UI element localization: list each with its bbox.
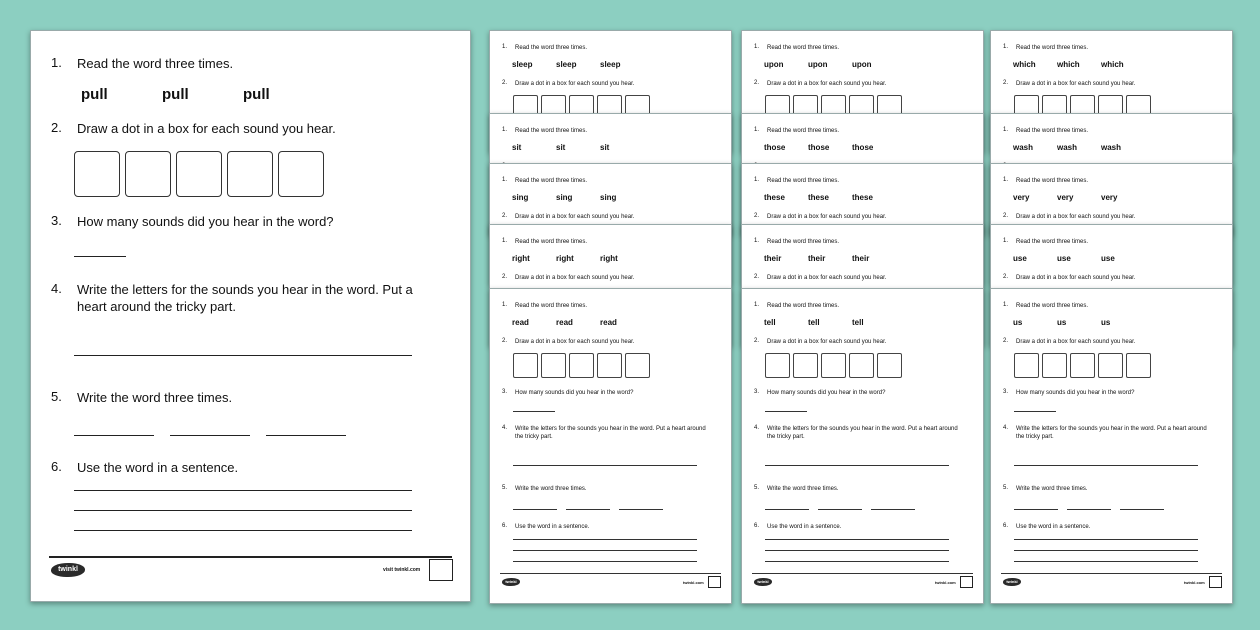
q4-number: 4. (51, 281, 62, 296)
q2-number: 2. (1003, 274, 1009, 280)
q6-number: 6. (502, 523, 508, 529)
q5-number: 5. (51, 389, 62, 404)
answer-line[interactable] (765, 465, 949, 466)
answer-line[interactable] (513, 539, 697, 540)
answer-line[interactable] (1014, 539, 1198, 540)
q2-text: Draw a dot in a box for each sound you hear. (77, 121, 336, 136)
q1-number: 1. (51, 55, 62, 70)
footer-url: visit twinkl.com (383, 567, 421, 573)
word: sing (556, 193, 573, 202)
answer-line[interactable] (513, 550, 697, 551)
footer-url: twinkl.com (935, 580, 956, 585)
q3-number: 3. (502, 389, 508, 395)
word: sing (600, 193, 617, 202)
q1-text: Read the word three times. (1016, 45, 1089, 51)
q6-number: 6. (1003, 523, 1009, 529)
word: very (1101, 193, 1118, 202)
q1-number: 1. (1003, 302, 1009, 308)
answer-line[interactable] (1067, 509, 1111, 510)
word: their (764, 254, 782, 263)
q5-text: Write the word three times. (1016, 486, 1088, 492)
q1-number: 1. (502, 238, 508, 244)
sound-box[interactable] (793, 353, 818, 378)
sound-box[interactable] (1042, 353, 1067, 378)
word: use (1013, 254, 1027, 263)
q4-text: Write the letters for the sounds you hear in the word. Put a heart around the tricky part. (515, 426, 706, 440)
sound-box[interactable] (74, 151, 120, 197)
q2-text: Draw a dot in a box for each sound you hear. (1016, 339, 1136, 345)
q4-number: 4. (502, 425, 508, 431)
answer-line[interactable] (765, 539, 949, 540)
word: sit (600, 143, 610, 152)
q2-number: 2. (502, 274, 508, 280)
sound-box[interactable] (541, 353, 566, 378)
answer-line[interactable] (871, 509, 915, 510)
word: upon (808, 60, 828, 69)
word: tell (764, 318, 776, 327)
word: wash (1057, 143, 1078, 152)
q2-text: Draw a dot in a box for each sound you hear. (515, 275, 635, 281)
answer-line[interactable] (619, 509, 663, 510)
q5-text: Write the word three times. (515, 486, 587, 492)
q2-text: Draw a dot in a box for each sound you hear. (515, 214, 635, 220)
answer-line[interactable] (513, 561, 697, 562)
word: us (1057, 318, 1067, 327)
q1-text: Read the word three times. (1016, 128, 1089, 134)
worksheet-main (30, 30, 471, 602)
q6-text: Use the word in a sentence. (515, 524, 590, 530)
sound-box[interactable] (1070, 353, 1095, 378)
q1-number: 1. (754, 177, 760, 183)
q1-text: Read the word three times. (767, 303, 840, 309)
footer-stamp-icon (1209, 576, 1222, 588)
word: right (556, 254, 574, 263)
footer-divider (500, 573, 721, 574)
q3-text: How many sounds did you hear in the word? (767, 390, 886, 396)
q1-text: Read the word three times. (515, 45, 588, 51)
twinkl-logo: twinkl (51, 563, 85, 577)
q2-text: Draw a dot in a box for each sound you hear. (515, 81, 635, 87)
word: those (852, 143, 874, 152)
q1-number: 1. (1003, 44, 1009, 50)
footer-stamp-icon (429, 559, 453, 581)
q4-number: 4. (1003, 425, 1009, 431)
q2-text: Draw a dot in a box for each sound you hear. (1016, 275, 1136, 281)
q2-text: Draw a dot in a box for each sound you hear. (767, 275, 887, 281)
answer-line[interactable] (566, 509, 610, 510)
q1-number: 1. (502, 177, 508, 183)
q2-number: 2. (1003, 338, 1009, 344)
sound-box[interactable] (765, 353, 790, 378)
word: these (852, 193, 873, 202)
answer-line[interactable] (513, 411, 555, 412)
answer-line[interactable] (513, 465, 697, 466)
q3-text: How many sounds did you hear in the word? (1016, 390, 1135, 396)
word-3: pull (243, 86, 270, 103)
q2-text: Draw a dot in a box for each sound you hear. (767, 81, 887, 87)
sound-box[interactable] (877, 353, 902, 378)
sound-box[interactable] (821, 353, 846, 378)
word: use (1101, 254, 1115, 263)
q2-text: Draw a dot in a box for each sound you hear. (1016, 214, 1136, 220)
sound-box[interactable] (849, 353, 874, 378)
q5-number: 5. (1003, 485, 1009, 491)
q1-number: 1. (754, 44, 760, 50)
q5-number: 5. (502, 485, 508, 491)
answer-line[interactable] (765, 550, 949, 551)
word: read (512, 318, 529, 327)
word: those (808, 143, 830, 152)
q2-text: Draw a dot in a box for each sound you hear. (767, 214, 887, 220)
word: sleep (600, 60, 621, 69)
word: which (1013, 60, 1036, 69)
word: these (808, 193, 829, 202)
q1-number: 1. (754, 127, 760, 133)
q6-text: Use the word in a sentence. (767, 524, 842, 530)
footer-stamp-icon (960, 576, 973, 588)
q1-text: Read the word three times. (515, 239, 588, 245)
word: upon (764, 60, 784, 69)
q1-number: 1. (1003, 127, 1009, 133)
answer-line[interactable] (74, 530, 412, 531)
answer-line[interactable] (266, 435, 346, 436)
footer-divider (1001, 573, 1222, 574)
sound-box[interactable] (625, 353, 650, 378)
word: right (512, 254, 530, 263)
q5-number: 5. (754, 485, 760, 491)
q6-number: 6. (51, 459, 62, 474)
answer-line[interactable] (74, 510, 412, 511)
q1-text: Read the word three times. (767, 239, 840, 245)
word: sit (512, 143, 522, 152)
q4-text: Write the letters for the sounds you hear in the word. Put a heart around the tricky part. (77, 282, 413, 314)
footer-url: twinkl.com (1184, 580, 1205, 585)
q6-text: Use the word in a sentence. (1016, 524, 1091, 530)
q1-number: 1. (754, 238, 760, 244)
worksheet-small (990, 288, 1233, 604)
answer-line[interactable] (170, 435, 250, 436)
q3-text: How many sounds did you hear in the word? (515, 390, 634, 396)
q1-text: Read the word three times. (515, 303, 588, 309)
word: use (1057, 254, 1071, 263)
sound-box[interactable] (569, 353, 594, 378)
q2-number: 2. (1003, 213, 1009, 219)
answer-line[interactable] (818, 509, 862, 510)
sound-box[interactable] (278, 151, 324, 197)
sound-box[interactable] (1126, 353, 1151, 378)
q1-text: Read the word three times. (1016, 178, 1089, 184)
q3-text: How many sounds did you hear in the word? (77, 214, 334, 229)
q2-number: 2. (51, 120, 62, 135)
q5-text: Write the word three times. (77, 390, 233, 405)
q1-text: Read the word three times. (77, 56, 234, 71)
q2-number: 2. (502, 213, 508, 219)
q1-text: Read the word three times. (515, 128, 588, 134)
word: which (1101, 60, 1124, 69)
worksheet-small (489, 288, 732, 604)
q3-number: 3. (51, 213, 62, 228)
answer-line[interactable] (1014, 411, 1056, 412)
twinkl-logo: twinkl (754, 578, 772, 586)
q5-text: Write the word three times. (767, 486, 839, 492)
sound-box[interactable] (227, 151, 273, 197)
word: sing (512, 193, 529, 202)
q2-number: 2. (502, 338, 508, 344)
q2-number: 2. (754, 213, 760, 219)
word: their (808, 254, 826, 263)
answer-line[interactable] (765, 561, 949, 562)
answer-line[interactable] (765, 411, 807, 412)
q2-number: 2. (1003, 80, 1009, 86)
q2-text: Draw a dot in a box for each sound you hear. (767, 339, 887, 345)
q1-number: 1. (1003, 177, 1009, 183)
answer-line[interactable] (74, 490, 412, 491)
answer-line[interactable] (765, 509, 809, 510)
word: which (1057, 60, 1080, 69)
word: these (764, 193, 785, 202)
footer-stamp-icon (708, 576, 721, 588)
word: very (1057, 193, 1074, 202)
q1-text: Read the word three times. (1016, 239, 1089, 245)
q1-number: 1. (502, 302, 508, 308)
answer-line[interactable] (74, 355, 412, 356)
answer-line[interactable] (513, 509, 557, 510)
q2-number: 2. (754, 274, 760, 280)
worksheet-small (741, 288, 984, 604)
q6-text: Use the word in a sentence. (77, 460, 239, 475)
word: us (1013, 318, 1023, 327)
word: right (600, 254, 618, 263)
answer-line[interactable] (1014, 509, 1058, 510)
word: their (852, 254, 870, 263)
word-1: pull (81, 86, 108, 103)
twinkl-logo: twinkl (502, 578, 520, 586)
word: sit (556, 143, 566, 152)
q3-number: 3. (1003, 389, 1009, 395)
q2-number: 2. (502, 80, 508, 86)
sound-box[interactable] (176, 151, 222, 197)
q3-number: 3. (754, 389, 760, 395)
q6-number: 6. (754, 523, 760, 529)
word-2: pull (162, 86, 189, 103)
q2-number: 2. (754, 80, 760, 86)
answer-line[interactable] (1014, 561, 1198, 562)
sound-box[interactable] (1014, 353, 1039, 378)
answer-line[interactable] (1014, 550, 1198, 551)
q1-number: 1. (1003, 238, 1009, 244)
word: tell (808, 318, 820, 327)
sound-box[interactable] (597, 353, 622, 378)
q1-text: Read the word three times. (767, 178, 840, 184)
answer-line[interactable] (1014, 465, 1198, 466)
footer-divider (752, 573, 973, 574)
word: very (1013, 193, 1030, 202)
word: upon (852, 60, 872, 69)
sound-box[interactable] (125, 151, 171, 197)
word: us (1101, 318, 1111, 327)
q1-text: Read the word three times. (515, 178, 588, 184)
answer-line[interactable] (74, 256, 126, 257)
q1-number: 1. (502, 127, 508, 133)
word: read (600, 318, 617, 327)
q1-text: Read the word three times. (767, 128, 840, 134)
q1-number: 1. (754, 302, 760, 308)
twinkl-logo: twinkl (1003, 578, 1021, 586)
word: wash (1013, 143, 1034, 152)
q2-number: 2. (754, 338, 760, 344)
q2-text: Draw a dot in a box for each sound you hear. (515, 339, 635, 345)
q1-number: 1. (502, 44, 508, 50)
word: those (764, 143, 786, 152)
q1-text: Read the word three times. (1016, 303, 1089, 309)
word: sleep (556, 60, 577, 69)
q2-text: Draw a dot in a box for each sound you hear. (1016, 81, 1136, 87)
q4-text: Write the letters for the sounds you hear in the word. Put a heart around the tricky part. (1016, 426, 1207, 440)
footer-url: twinkl.com (683, 580, 704, 585)
q1-text: Read the word three times. (767, 45, 840, 51)
answer-line[interactable] (74, 435, 154, 436)
sound-box[interactable] (513, 353, 538, 378)
q4-number: 4. (754, 425, 760, 431)
q4-text: Write the letters for the sounds you hear in the word. Put a heart around the tricky part. (767, 426, 958, 440)
word: sleep (512, 60, 533, 69)
word: wash (1101, 143, 1122, 152)
sound-box[interactable] (1098, 353, 1123, 378)
word: tell (852, 318, 864, 327)
answer-line[interactable] (1120, 509, 1164, 510)
word: read (556, 318, 573, 327)
footer-divider (49, 556, 452, 558)
